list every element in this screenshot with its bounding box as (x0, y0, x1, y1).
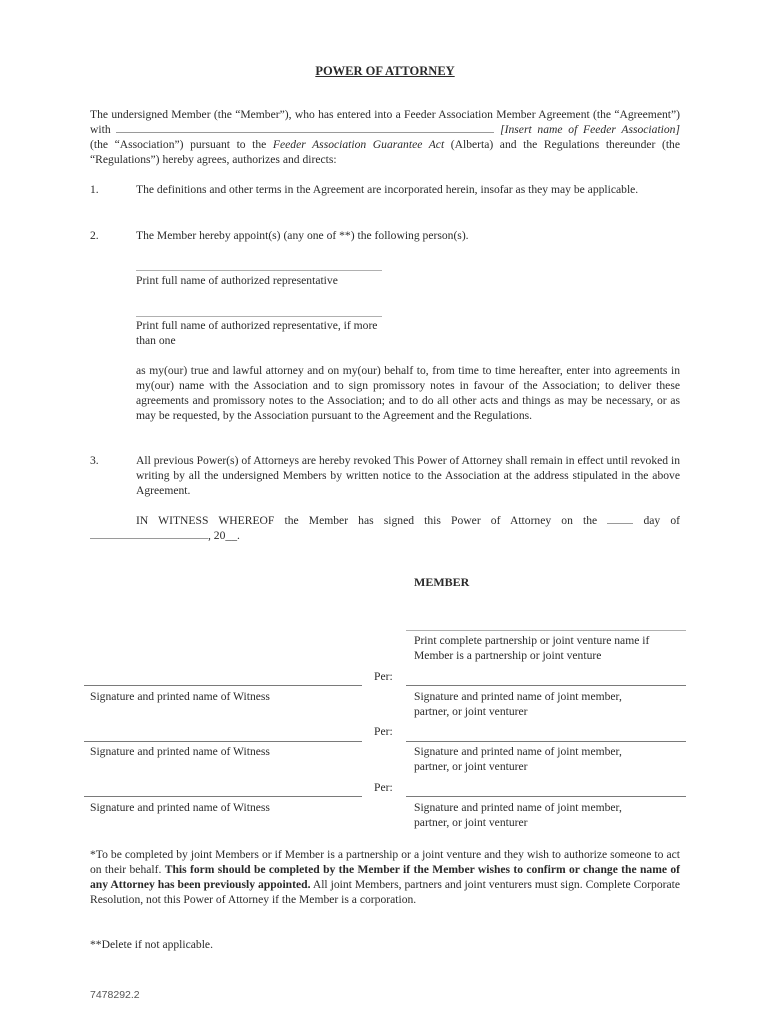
witness-clause (136, 513, 680, 528)
per-label-1: Per: (374, 670, 393, 683)
joint-member-1-line[interactable] (406, 685, 686, 686)
joint-member-3-line[interactable] (406, 796, 686, 797)
item-number-1: 1. (90, 183, 99, 196)
witness-clause-part2: day of (643, 514, 681, 527)
partnership-label: Print complete partnership or joint venture name if Member is a partnership or joint venture (414, 634, 650, 662)
rep-2-label: Print full name of authorized representative, if more than one (136, 319, 378, 347)
association-name-blank[interactable] (116, 122, 494, 133)
per-label-2: Per: (374, 725, 393, 738)
item-number-3: 3. (90, 454, 99, 467)
footnote-part2: All joint Members, partners and joint venturers must sign. Complete Corporate Resolution, not this Power of Attorney if the Member is a corporation. (90, 878, 680, 906)
attorney-paragraph: as my(our) true and lawful attorney and on my(our) behalf to, from time to time hereafter, enter into agreements in my(our) name with the Association and to sign promissory notes in favour of the Association; to deliver these agreements and promissory notes to the Association; and to do all other acts and things as may be necessary, or as may be requested, by the Association pursuant to the Agreement and the Regulations. (136, 364, 680, 422)
rep-2-signature-line[interactable] (136, 316, 382, 317)
date-line (90, 528, 240, 543)
intro-paragraph (90, 107, 680, 167)
year-text: , 20__. (208, 529, 240, 542)
rep-1-signature-line[interactable] (136, 270, 382, 271)
act-name: Feeder Association Guarantee Act (272, 138, 445, 151)
member-heading: MEMBER (414, 575, 470, 589)
delete-note: **Delete if not applicable. (90, 938, 213, 951)
witness-clause-part1: IN WITNESS WHEREOF the Member has signed this Power of Attorney on the (136, 514, 598, 527)
day-blank[interactable] (607, 513, 633, 524)
joint-member-1-label: Signature and printed name of joint member, partner, or joint venturer (414, 690, 622, 718)
footnote-part1: *To be completed by joint Members or if Member is a partnership or a joint venture and they wish to authorize someone to act on their behalf. (90, 848, 680, 876)
item-text-1: The definitions and other terms in the Agreement are incorporated herein, insofar as they may be applicable. (136, 183, 639, 196)
document-id: 7478292.2 (90, 989, 140, 1001)
per-label-3: Per: (374, 781, 393, 794)
witness-2-label: Signature and printed name of Witness (90, 745, 270, 758)
footnote-bold: This form should be completed by the Member if the Member wishes to confirm or change the name of any Attorney has been previously appointed. (90, 863, 680, 891)
witness-2-line[interactable] (84, 741, 362, 742)
item-text-2: The Member hereby appoint(s) (any one of **) the following person(s). (136, 229, 469, 242)
witness-3-line[interactable] (84, 796, 362, 797)
witness-3-label: Signature and printed name of Witness (90, 801, 270, 814)
insert-hint: [Insert name of Feeder Association] (500, 123, 680, 136)
witness-1-label: Signature and printed name of Witness (90, 690, 270, 703)
item-text-3: All previous Power(s) of Attorneys are hereby revoked This Power of Attorney shall remain in effect until revoked in writing by all the undersigned Members by written notice to the Association at the address stipulated in the above Agreement. (136, 454, 680, 497)
intro-part3: (Alberta) and the Regulations thereunder (the “Regulations”) hereby agrees, authorizes and directs: (90, 138, 680, 166)
document-title: POWER OF ATTORNEY (315, 64, 455, 78)
joint-member-2-line[interactable] (406, 741, 686, 742)
intro-part2: (the “Association”) pursuant to the (90, 138, 267, 151)
partnership-name-line[interactable] (406, 630, 686, 631)
rep-1-label: Print full name of authorized representative (136, 274, 338, 287)
intro-part1: The undersigned Member (the “Member”), who has entered into a Feeder Association Member Agreement (the “Agreement”) with (90, 108, 680, 136)
footnote (90, 847, 680, 907)
joint-member-3-label: Signature and printed name of joint member, partner, or joint venturer (414, 801, 622, 829)
month-blank[interactable] (90, 528, 208, 539)
witness-1-line[interactable] (84, 685, 362, 686)
item-number-2: 2. (90, 229, 99, 242)
joint-member-2-label: Signature and printed name of joint member, partner, or joint venturer (414, 745, 622, 773)
